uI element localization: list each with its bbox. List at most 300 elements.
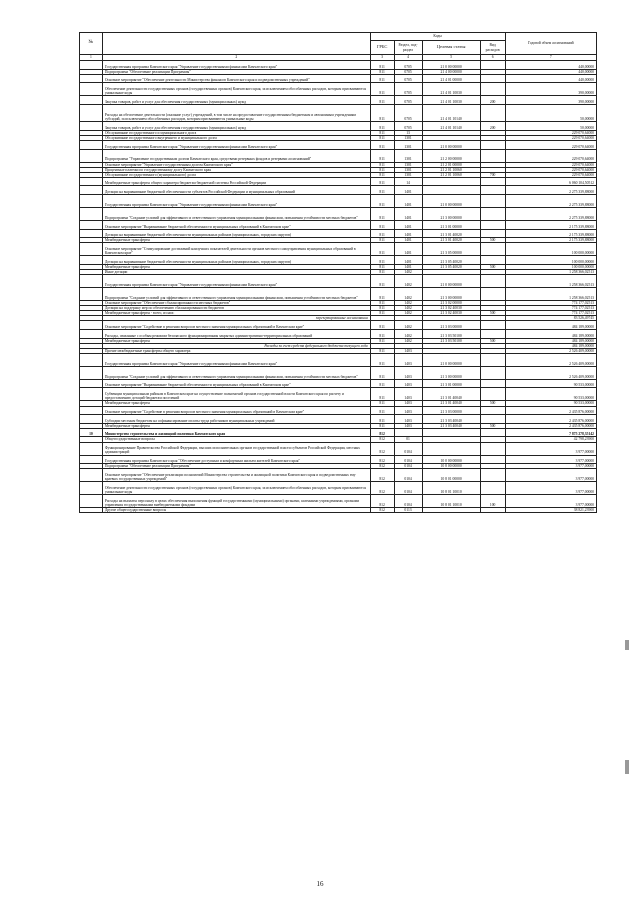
cell-razdel: 0705 [394,96,422,105]
cell-grbs: 812 [370,469,394,482]
cell-sum: 229 070,64000 [505,135,596,140]
cell-razdel: 0705 [394,74,422,83]
table-row [80,406,597,415]
table-row [80,366,597,379]
cell-grbs: 811 [370,229,394,238]
cell-razdel: 1402 [394,275,422,288]
cell-vr [480,288,505,301]
cell-grbs: 811 [370,415,394,424]
cell-num [80,122,103,131]
table-body [80,61,597,513]
header-num: № [80,33,103,55]
cell-sum: 2 175 339,88000 [505,229,596,238]
cell-cs: 21 2 01 10060 [422,167,480,172]
cell-razdel: 1401 [394,195,422,208]
cell-vr [480,275,505,288]
cell-num [80,288,103,301]
cell-cs: 21 3 03 00000 [422,406,480,415]
cell-name: Процентные платежи по государственному долгу Камчатского края [102,167,370,172]
table-row [80,321,597,330]
cell-cs: 21 3 02 40030 [422,311,480,316]
cell-cs: 21 3 03 00000 [422,321,480,330]
cell-sum: 100 000,00000 [505,256,596,265]
cell-num [80,353,103,366]
cell-grbs: 811 [370,288,394,301]
header-vr: Вид расходов [480,41,505,55]
table-row [80,83,597,96]
cell-num [80,177,103,186]
cell-razdel: 1401 [394,238,422,243]
cell-num [80,482,103,495]
cell-vr [480,330,505,339]
cell-vr [480,455,505,464]
table-row [80,275,597,288]
cell-vr [480,388,505,401]
cell-num [80,406,103,415]
cell-cs: 21 3 03 40040 [422,423,480,428]
cell-vr [480,61,505,70]
cell-grbs: 811 [370,221,394,230]
cell-vr [480,141,505,150]
cell-name: Основное мероприятие "Управление государственным долгом Камчатского края" [102,162,370,167]
cell-grbs: 811 [370,301,394,306]
cell-vr [480,366,505,379]
cell-name: Государственная программа Камчатского края "Управление государственными финансами Камчатского края" [102,141,370,150]
cell-cs [422,177,480,186]
cell-num [80,195,103,208]
cell-vr [480,208,505,221]
cell-cs: 21 4 01 10030 [422,83,480,96]
table-row [80,469,597,482]
cell-vr: 500 [480,238,505,243]
cell-vr: 700 [480,172,505,177]
cell-cs: 21 4 01 10030 [422,96,480,105]
cell-sum: 229 070,64000 [505,167,596,172]
cell-num [80,186,103,195]
cell-num [80,208,103,221]
cell-cs: 21 3 05 40020 [422,256,480,265]
cell-sum: 2 175 339,88000 [505,238,596,243]
cell-cs: 21 3 01 00000 [422,221,480,230]
cell-cs: 21 0 00 00000 [422,195,480,208]
cell-name: Министерство строительства и жилищной политики Камчатского края [102,428,370,437]
cell-cs: 21 2 01 10060 [422,172,480,177]
cell-name: Общегосударственные вопросы [102,437,370,442]
cell-vr [480,406,505,415]
cell-sum: 2 526 409,00000 [505,353,596,366]
cell-sum: 6 060 104,50512 [505,177,596,186]
cell-cs [422,428,480,437]
cell-sum: 3 977,00000 [505,469,596,482]
cell-razdel: 1402 [394,311,422,316]
cell-grbs: 811 [370,270,394,275]
cell-cs: 21 3 00 00000 [422,288,480,301]
cell-grbs: 811 [370,388,394,401]
colnum: 4 [394,55,422,61]
cell-num [80,415,103,424]
cell-vr: 200 [480,96,505,105]
cell-vr [480,195,505,208]
cell-grbs: 812 [370,495,394,508]
cell-razdel: 1402 [394,330,422,339]
cell-name: Функционирование Правительства Российской Федерации, высших исполнительных органов государственной власти субъектов Российской Федерации, местных администраций [102,442,370,455]
cell-name: Дотации на выравнивание бюджетной обеспеченности муниципальных районов (муниципальных, городских округов) [102,229,370,238]
cell-grbs: 811 [370,311,394,316]
cell-grbs: 811 [370,406,394,415]
cell-name: Субвенции муниципальным районам в Камчатском крае на осуществление полномочий органов государственной власти Камчатского края по расчету и предоставлению дотаций бюджетам поселений [102,388,370,401]
table-row [80,74,597,83]
table-row [80,61,597,70]
cell-vr [480,221,505,230]
cell-sum: 90 533,00000 [505,379,596,388]
cell-vr: 500 [480,264,505,269]
table-row [80,353,597,366]
cell-sum: 100 000,00000 [505,264,596,269]
cell-grbs: 811 [370,238,394,243]
cell-cs: 21 0 00 00000 [422,61,480,70]
cell-num [80,83,103,96]
colnum: 7 [505,55,596,61]
cell-grbs: 812 [370,508,394,513]
scan-margin-mark [625,760,629,774]
cell-grbs: 811 [370,74,394,83]
cell-vr [480,469,505,482]
cell-vr [480,415,505,424]
cell-num [80,495,103,508]
cell-name: Подпрограмма "Создание условий для эффективного и ответственного управления муниципальными финансами, повышения устойчивости местных бюджетов" [102,366,370,379]
cell-sum: 3 977,00000 [505,442,596,455]
table-row [80,330,597,339]
cell-vr [480,83,505,96]
cell-vr: 500 [480,423,505,428]
cell-note: Расходы за счет средств федерального бюджета текущего года [102,343,370,348]
cell-name: Расходы на выплаты персоналу в целях обеспечения выполнения функций государственными (муниципальными) органами, казенными учреждениями, органами управления государственными внебюджетными фондами [102,495,370,508]
table-row [80,288,597,301]
cell-sum: 50,00000 [505,122,596,131]
cell-vr [480,177,505,186]
cell-num [80,149,103,162]
cell-razdel: 0705 [394,83,422,96]
page-number: 16 [316,880,324,888]
cell-vr [480,428,505,437]
cell-sum: 440,00000 [505,69,596,74]
cell-name: Межбюджетные трансферты [102,238,370,243]
cell-sum: 229 070,64000 [505,141,596,150]
cell-num [80,61,103,70]
cell-vr: 200 [480,122,505,131]
cell-cs: 21 4 01 10140 [422,122,480,131]
cell-name: Основное мероприятие "Выравнивание бюджетной обеспеченности муниципальных образований в Камчатском крае" [102,379,370,388]
cell-cs: 21 3 01 00000 [422,379,480,388]
cell-sum: 2 435 876,00000 [505,415,596,424]
cell-name: Основное мероприятие "Обеспечение сбалансированности местных бюджетов" [102,301,370,306]
cell-grbs: 811 [370,149,394,162]
cell-razdel: 1403 [394,415,422,424]
cell-razdel: 14 [394,177,422,186]
cell-sum: 2 435 876,00000 [505,423,596,428]
header-cs: Целевая статья [422,41,480,55]
cell-grbs: 811 [370,353,394,366]
table-row [80,149,597,162]
header-razdel: Раздел, под-раздел [394,41,422,55]
cell-num [80,74,103,83]
cell-num [80,442,103,455]
cell-cs: 21 3 02 00000 [422,301,480,306]
cell-grbs: 811 [370,366,394,379]
cell-num [80,275,103,288]
table-row [80,495,597,508]
table-row [80,195,597,208]
cell-sum: 7 875 278,35142 [505,428,596,437]
cell-razdel: 1401 [394,256,422,265]
cell-vr: 500 [480,338,505,343]
cell-vr: 500 [480,401,505,406]
cell-name: Государственная программа Камчатского края "Обеспечение доступным и комфортным жильем жителей Камчатского края" [102,455,370,464]
cell-num [80,388,103,401]
cell-razdel: 1402 [394,321,422,330]
cell-name: Межбюджетные трансферты - всего, из них: [102,311,370,316]
cell-sum: 390,00000 [505,83,596,96]
cell-sum: 1 258 366,02513 [505,270,596,275]
cell-razdel: 0104 [394,469,422,482]
cell-name: Прочие межбюджетные трансферты общего характера [102,348,370,353]
cell-grbs: 811 [370,104,394,121]
cell-name: Иные дотации [102,270,370,275]
cell-grbs: 811 [370,423,394,428]
cell-sum: 2 526 409,00000 [505,366,596,379]
table-row [80,455,597,464]
cell-cs: 21 2 00 00000 [422,149,480,162]
cell-razdel: 01 [394,437,422,442]
cell-grbs: 811 [370,177,394,186]
cell-num [80,256,103,265]
cell-cs [422,508,480,513]
cell-name: Государственная программа Камчатского края "Управление государственными финансами Камчатского края" [102,195,370,208]
cell-grbs: 811 [370,122,394,131]
cell-razdel: 1403 [394,406,422,415]
header-grbs: ГРБС [370,41,394,55]
cell-razdel: 1301 [394,172,422,177]
cell-name: Основное мероприятие "Содействие в решении вопросов местного значения муниципальных образований в Камчатском крае" [102,321,370,330]
cell-num [80,330,103,339]
cell-sum: 774 177,02513 [505,301,596,306]
cell-sum: 50,00000 [505,104,596,121]
table-row [80,208,597,221]
cell-num [80,141,103,150]
table-row [80,243,597,256]
header-sum: Годовой объем ассигнований [505,33,596,55]
cell-name: Подпрограмма "Создание условий для эффективного и ответственного управления муниципальными финансами, повышения устойчивости местных бюджетов" [102,208,370,221]
cell-num [80,221,103,230]
cell-sum: 2 526 409,00000 [505,348,596,353]
cell-cs: 21 3 00 00000 [422,366,480,379]
cell-name: Подпрограмма "Обеспечение реализации Программы" [102,69,370,74]
cell-grbs: 812 [370,442,394,455]
cell-cs: 21 3 05 40020 [422,264,480,269]
cell-grbs: 811 [370,338,394,343]
cell-razdel: 0104 [394,495,422,508]
cell-razdel: 0705 [394,61,422,70]
cell-grbs: 811 [370,208,394,221]
cell-sum: 390,00000 [505,96,596,105]
cell-razdel: 1401 [394,221,422,230]
cell-razdel: 1301 [394,149,422,162]
cell-sum: 484 189,00000 [505,343,596,348]
cell-sum: 484 189,00000 [505,338,596,343]
budget-table [79,32,597,513]
cell-razdel: 0104 [394,482,422,495]
cell-cs: 10 8 01 10010 [422,495,480,508]
cell-sum: 229 070,64000 [505,172,596,177]
cell-name: Межбюджетные трансферты [102,264,370,269]
cell-razdel: 1403 [394,388,422,401]
table-row [80,388,597,401]
table-row [80,177,597,186]
cell-sum: 1 258 366,02513 [505,288,596,301]
colnum: 2 [102,55,370,61]
table-header [80,33,597,61]
cell-num [80,455,103,464]
cell-sum: 774 177,02513 [505,311,596,316]
colnum: 3 [370,55,394,61]
cell-name: Дотации на выравнивание бюджетной обеспеченности муниципальных районов (муниципальных, городских округов) [102,256,370,265]
cell-name: Подпрограмма "Управление государственным долгом Камчатского края, средствами резервных фондов и резервами ассигнований" [102,149,370,162]
cell-name: Обслуживание государственного и муниципального долга [102,130,370,135]
cell-sum: 90 533,00000 [505,401,596,406]
cell-grbs: 811 [370,243,394,256]
cell-name: Дотации на выравнивание бюджетной обеспеченности субъектов Российской Федерации и муниципальных образований [102,186,370,195]
cell-sum: 3 977,00000 [505,455,596,464]
cell-razdel: 1301 [394,135,422,140]
cell-name: Основное мероприятие "Стимулирование достижений наилучших показателей деятельности органов местного самоуправления муниципальных образований в Камчатском крае" [102,243,370,256]
cell-grbs: 812 [370,428,394,437]
cell-sum: 229 070,64000 [505,130,596,135]
cell-razdel: 0104 [394,455,422,464]
cell-vr [480,104,505,121]
cell-cs: 21 3 01 40020 [422,238,480,243]
cell-razdel: 1402 [394,270,422,275]
table-row [80,379,597,388]
cell-razdel: 1403 [394,353,422,366]
cell-razdel: 1401 [394,264,422,269]
cell-name: Государственная программа Камчатского края "Управление государственными финансами Камчатского края" [102,275,370,288]
cell-cs: 21 3 03 50100 [422,338,480,343]
cell-sum: 1 258 366,02513 [505,275,596,288]
table-row [80,221,597,230]
table-row [80,256,597,265]
cell-cs: 21 4 00 00000 [422,69,480,74]
cell-grbs: 811 [370,348,394,353]
cell-name: Другие общегосударственные вопросы [102,508,370,513]
cell-name: Подпрограмма "Обеспечение реализации Программы" [102,464,370,469]
cell-name: Расходы на обеспечение деятельности (оказание услуг) учреждений, в том числе на предоставление государственным бюджетным и автономным учреждениям субсидий, за исключением обособленных расходов, которым присваиваются уникальные коды [102,104,370,121]
cell-grbs: 811 [370,379,394,388]
cell-razdel: 0705 [394,122,422,131]
cell-razdel: 1401 [394,243,422,256]
cell-sum: 100 000,00000 [505,243,596,256]
cell-num [80,469,103,482]
cell-name: Обслуживание государственного внутреннего и муниципального долга [102,135,370,140]
cell-grbs: 812 [370,464,394,469]
cell-name: Основное мероприятие "Выравнивание бюджетной обеспеченности муниципальных образований в Камчатском крае" [102,221,370,230]
colnum: 6 [480,55,505,61]
cell-sum: 440,00000 [505,74,596,83]
cell-cs: 21 4 01 10140 [422,104,480,121]
cell-razdel: 1402 [394,338,422,343]
cell-note: зарезервированные ассигнования [102,316,370,321]
cell-cs: 21 0 00 00000 [422,353,480,366]
cell-name: Государственная программа Камчатского края "Управление государственными финансами Камчатского края" [102,61,370,70]
cell-grbs: 811 [370,264,394,269]
cell-num [80,243,103,256]
cell-num: 10 [80,428,103,437]
ministry-row [80,428,597,437]
table-row [80,415,597,424]
cell-name: Межбюджетные трансферты [102,423,370,428]
cell-grbs: 811 [370,135,394,140]
cell-sum: 42 798,23900 [505,437,596,442]
cell-cs: 21 3 00 00000 [422,208,480,221]
cell-name: Межбюджетные трансферты [102,401,370,406]
cell-sum: 440,00000 [505,61,596,70]
cell-vr [480,186,505,195]
table-row [80,96,597,105]
cell-name: Основное мероприятие "Обеспечение деятельности Министерства финансов Камчатского края и подведомственных учреждений" [102,74,370,83]
cell-grbs: 812 [370,482,394,495]
cell-num [80,229,103,238]
cell-num [80,321,103,330]
cell-cs: 21 3 01 40040 [422,388,480,401]
cell-name: Обслуживание государственного (муниципального) долга [102,172,370,177]
cell-sum: 774 177,02513 [505,306,596,311]
cell-razdel: 0113 [394,508,422,513]
cell-sum: 2 275 339,88000 [505,208,596,221]
header-name [102,33,370,55]
cell-name: Дотации на поддержку мер по обеспечению сбалансированности бюджетов [102,306,370,311]
cell-razdel: 0705 [394,104,422,121]
cell-num [80,379,103,388]
cell-vr [480,243,505,256]
cell-vr [480,379,505,388]
header-codes-group: Коды [370,33,505,41]
cell-razdel [394,428,422,437]
cell-razdel: 1402 [394,306,422,311]
cell-cs: 21 4 01 00000 [422,74,480,83]
cell-cs: 21 3 03 40040 [422,415,480,424]
cell-vr [480,256,505,265]
cell-vr [480,353,505,366]
cell-cs: 21 0 00 00000 [422,275,480,288]
colnum: 5 [422,55,480,61]
cell-sum: 90 533,00000 [505,388,596,401]
cell-sum: 83 526,49745 [505,316,596,321]
cell-grbs: 811 [370,256,394,265]
cell-grbs: 811 [370,186,394,195]
cell-cs: 10 8 01 10010 [422,482,480,495]
cell-razdel: 1401 [394,186,422,195]
scan-margin-mark [625,640,629,650]
cell-sum: 3 977,00000 [505,464,596,469]
cell-num [80,104,103,121]
cell-grbs: 811 [370,195,394,208]
cell-sum: 2 275 339,88000 [505,186,596,195]
cell-sum: 3 977,00000 [505,482,596,495]
cell-cs: 21 3 01 40020 [422,229,480,238]
cell-name: Подпрограмма "Создание условий для эффективного и ответственного управления муниципальными финансами, повышения устойчивости местных бюджетов" [102,288,370,301]
cell-vr [480,442,505,455]
cell-cs: 21 3 01 40040 [422,401,480,406]
cell-name: Основное мероприятие "Содействие в решении вопросов местного значения муниципальных образований в Камчатском крае" [102,406,370,415]
